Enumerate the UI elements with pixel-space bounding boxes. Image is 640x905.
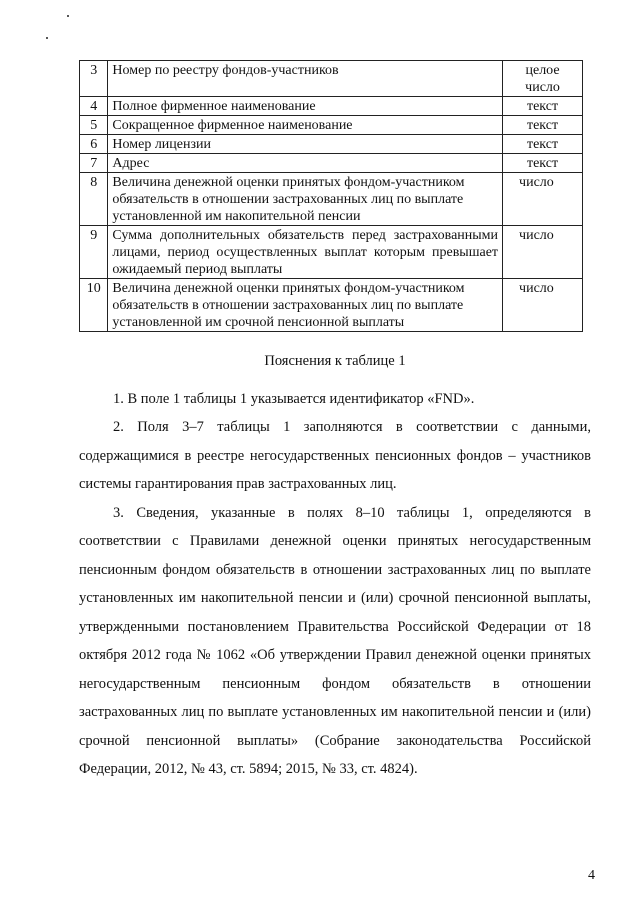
- row-number: 4: [80, 97, 108, 116]
- row-type: текст: [503, 116, 583, 135]
- row-number: 8: [80, 173, 108, 226]
- row-type: текст: [503, 97, 583, 116]
- row-description: Величина денежной оценки принятых фондом-участником обязательств в отношении застрахованных лиц по выплате установленной им срочной пенсионной выплаты: [108, 279, 503, 332]
- row-type: целое число: [503, 61, 583, 97]
- page-number: 4: [588, 868, 595, 883]
- scan-speck: [46, 37, 48, 39]
- row-number: 5: [80, 116, 108, 135]
- note-paragraph: 1. В поле 1 таблицы 1 указывается идентификатор «FND».: [113, 390, 475, 407]
- scan-speck: [67, 15, 69, 17]
- row-type: число: [503, 173, 583, 226]
- notes-heading: Пояснения к таблице 1: [264, 353, 406, 369]
- table-row: [80, 97, 583, 116]
- row-description: Величина денежной оценки принятых фондом-участником обязательств в отношении застрахованных лиц по выплате установленной им накопительной пенсии: [108, 173, 503, 226]
- table-row: [80, 226, 583, 279]
- row-description: Сумма дополнительных обязательств перед застрахованными лицами, период осуществленных выплат которым превышает ожидаемый период выплаты: [108, 226, 503, 279]
- row-description: Полное фирменное наименование: [108, 97, 503, 116]
- row-number: 3: [80, 61, 108, 97]
- row-description: Номер лицензии: [108, 135, 503, 154]
- row-number: 9: [80, 226, 108, 279]
- table-row: [80, 173, 583, 226]
- row-description: Адрес: [108, 154, 503, 173]
- row-type: число: [503, 279, 583, 332]
- table-row: [80, 116, 583, 135]
- row-number: 7: [80, 154, 108, 173]
- table-row: [80, 135, 583, 154]
- row-description: Сокращенное фирменное наименование: [108, 116, 503, 135]
- table-row: [80, 61, 583, 97]
- row-type: число: [503, 226, 583, 279]
- fields-table: [79, 60, 583, 332]
- row-number: 6: [80, 135, 108, 154]
- row-description: Номер по реестру фондов-участников: [108, 61, 503, 97]
- row-type: текст: [503, 135, 583, 154]
- table-row: [80, 154, 583, 173]
- table-row: [80, 279, 583, 332]
- note-paragraph: 2. Поля 3–7 таблицы 1 заполняются в соответствии с данными, содержащимися в реестре негосударственных пенсионных фондов – участников системы гарантирования прав застрахованных лиц.: [79, 419, 591, 492]
- row-type: текст: [503, 154, 583, 173]
- table-notes: [79, 347, 591, 784]
- note-paragraph: 3. Сведения, указанные в полях 8–10 таблицы 1, определяются в соответствии с Правилами денежной оценки принятых негосударственным пенсионным фондом обязательств в отношении застрахованных лиц по выплате установленных им накопительной пенсии и (или) срочной пенсионной выплаты, утвержденными постановлением Правительства Российской Федерации от 18 октября 2012 года № 1062 «Об утверждении Правил денежной оценки принятых негосударственным пенсионным фондом обязательств в отношении застрахованных лиц по выплате установленных им накопительной пенсии и (или) срочной пенсионной выплаты» (Собрание законодательства Российской Федерации, 2012, № 43, ст. 5894; 2015, № 33, ст. 4824).: [79, 504, 591, 777]
- row-number: 10: [80, 279, 108, 332]
